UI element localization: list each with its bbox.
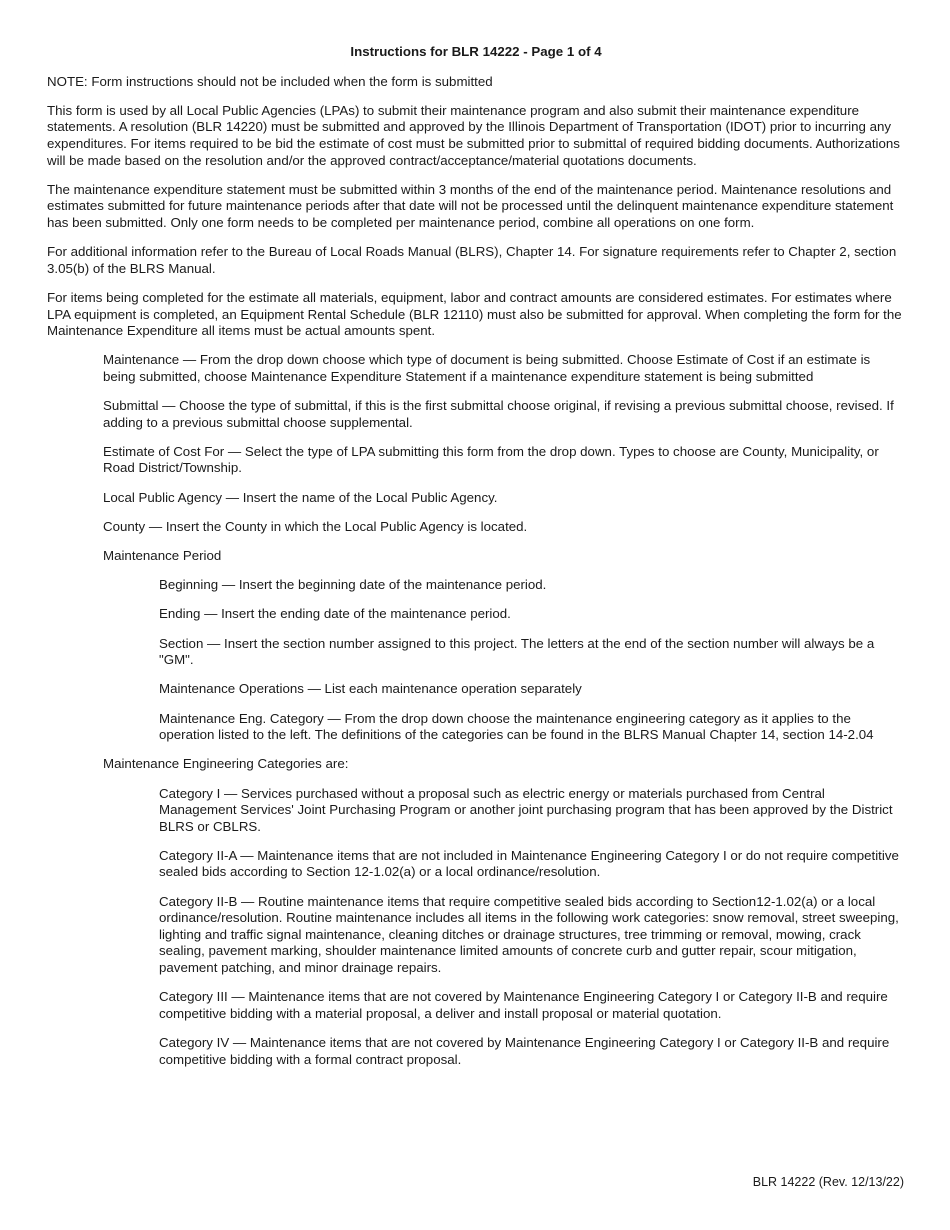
intro-paragraph: This form is used by all Local Public Agencies (LPAs) to submit their maintenance program and also submit their maintenance expenditure statements. A resolution (BLR 14220) must be submitted and approved by the Illinois Department of Transportation (IDOT) prior to incurring any expenditures. For items required to be bid the estimate of cost must be submitted prior to submittal of required bidding documents. Authorizations will be made based on the resolution and/or the approved contract/acceptance/material quotations documents. [47,102,900,168]
field-eng-category: Maintenance Eng. Category — From the drop down choose the maintenance engineering category as it applies to the operation listed to the left. The definitions of the categories can be found in the BLRS Manual Chapter 14, section 14-2.04 [159,710,874,743]
field-beginning: Beginning — Insert the beginning date of the maintenance period. [159,577,547,593]
document-page [47,44,905,1081]
category-ii-a: Category II-A — Maintenance items that are not included in Maintenance Engineering Category I or do not require competitive sealed bids according to Section 12-1.02(a) or a local ordinance/resolution. [159,847,899,880]
field-maintenance: Maintenance — From the drop down choose which type of document is being submitted. Choose Estimate of Cost if an estimate is being submitted, choose Maintenance Expenditure Statement if a maintenance expenditure statement is being submitted [103,352,871,384]
field-ending: Ending — Insert the ending date of the maintenance period. [159,606,511,622]
field-lpa: Local Public Agency — Insert the name of the Local Public Agency. [103,489,498,505]
page-title: Instructions for BLR 14222 - Page 1 of 4 [350,44,602,59]
field-operations: Maintenance Operations — List each maintenance operation separately [159,681,582,697]
category-ii-b: Category II-B — Routine maintenance items that require competitive sealed bids according to Section12-1.02(a) or a local ordinance/resolution. Routine maintenance includes all items in the following work categories: snow removal, street sweeping, lighting and traffic signal maintenance, cleaning ditches or drainage structures, tree trimming or removal, mowing, crack sealing, pavement marking, shoulder maintenance limited amounts of concrete curb and gutter repair, scour mitigation, pavement patching, and minor drainage repairs. [159,893,899,976]
maintenance-period-heading: Maintenance Period [103,548,222,563]
form-revision-footer: BLR 14222 (Rev. 12/13/22) [752,1175,904,1189]
estimates-paragraph: For items being completed for the estimate all materials, equipment, labor and contract amounts are considered estimates. For estimates where LPA equipment is completed, an Equipment Rental Schedule (BLR 12110) must also be submitted for approval. When completing the form for the Maintenance Expenditure all items must be actual amounts spent. [47,289,902,339]
category-i: Category I — Services purchased without a proposal such as electric energy or materials purchased from Central Management Services' Joint Purchasing Program or another joint purchasing program that has been approved by the District BLRS or CBLRS. [159,785,893,834]
field-section: Section — Insert the section number assigned to this project. The letters at the end of the section number will always be a "GM". [159,635,875,668]
field-county: County — Insert the County in which the Local Public Agency is located. [103,518,528,534]
field-estimate-for: Estimate of Cost For — Select the type of LPA submitting this form from the drop down. Types to choose are County, Municipality, or Road District/Township. [103,443,879,476]
note-paragraph: NOTE: Form instructions should not be included when the form is submitted [47,73,493,89]
category-iii: Category III — Maintenance items that are not covered by Maintenance Engineering Category I or Category II-B and require competitive bidding with a material proposal, a deliver and install proposal or material quotation. [159,989,888,1021]
field-submittal: Submittal — Choose the type of submittal, if this is the first submittal choose original, if revising a previous submittal choose, revised. If adding to a previous submittal choose supplemental. [103,398,894,430]
categories-heading: Maintenance Engineering Categories are: [103,756,349,772]
category-iv: Category IV — Maintenance items that are not covered by Maintenance Engineering Category I or Category II-B and require competitive bidding with a formal contract proposal. [159,1035,890,1067]
deadline-paragraph: The maintenance expenditure statement must be submitted within 3 months of the end of the maintenance period. Maintenance resolutions and estimates submitted for future maintenance periods after that date will not be processed until the delinquent maintenance expenditure statement has been submitted. Only one form needs to be completed per maintenance period, combine all operations on one form. [47,181,894,230]
reference-paragraph: For additional information refer to the Bureau of Local Roads Manual (BLRS), Chapter 14. For signature requirements refer to Chapter 2, section 3.05(b) of the BLRS Manual. [47,244,897,276]
